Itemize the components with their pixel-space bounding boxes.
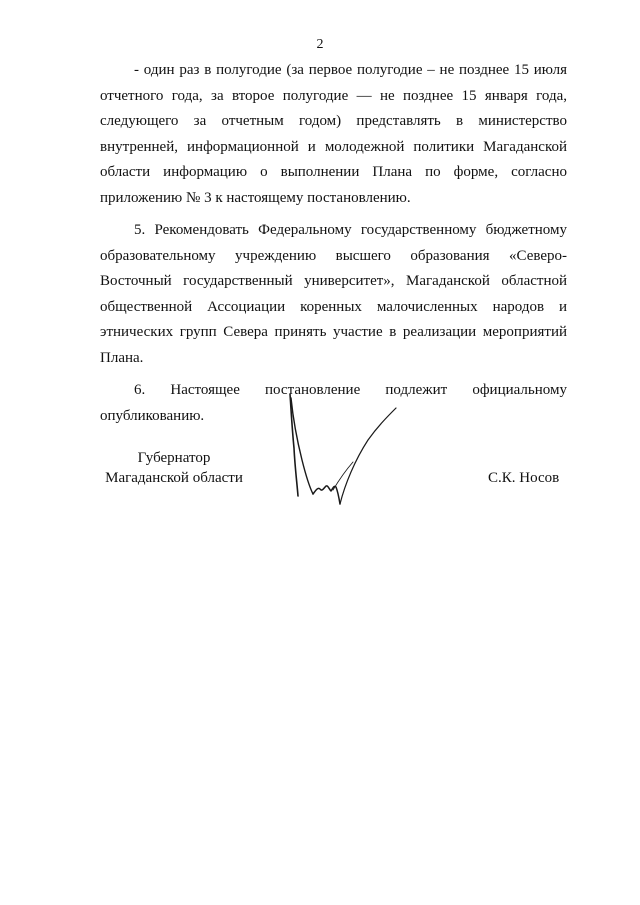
paragraph-reporting-schedule: - один раз в полугодие (за первое полугодие – не позднее 15 июля отчетного года, за второе полугодие — не позднее 15 января года, следующего за отчетным годом) представлять в министерство внутренней, информационной и молодежной политики Магаданской области информацию о выполнении Плана по форме, согласно приложению № 3 к настоящему постановлению. xyxy=(100,62,567,206)
handwritten-signature xyxy=(283,388,403,510)
signatory-title-line-1: Губернатор xyxy=(137,450,211,466)
page-number: 2 xyxy=(316,37,324,52)
paragraph-item-5: 5. Рекомендовать Федеральному государственному бюджетному образовательному учреждению высшего образования «Северо-Восточный государственный университет», Магаданской областной общественной Ассоциации коренных малочисленных народов и этнических групп Севера принять участие в реализации мероприятий Плана. xyxy=(100,222,567,366)
document-body xyxy=(100,58,567,436)
signatory-title-line-2: Магаданской области xyxy=(105,470,243,486)
paragraph-item-6: 6. Настоящее постановление подлежит официальному опубликованию. xyxy=(100,382,567,424)
signatory-name: С.К. Носов xyxy=(488,470,560,486)
signatory-title xyxy=(104,448,244,488)
